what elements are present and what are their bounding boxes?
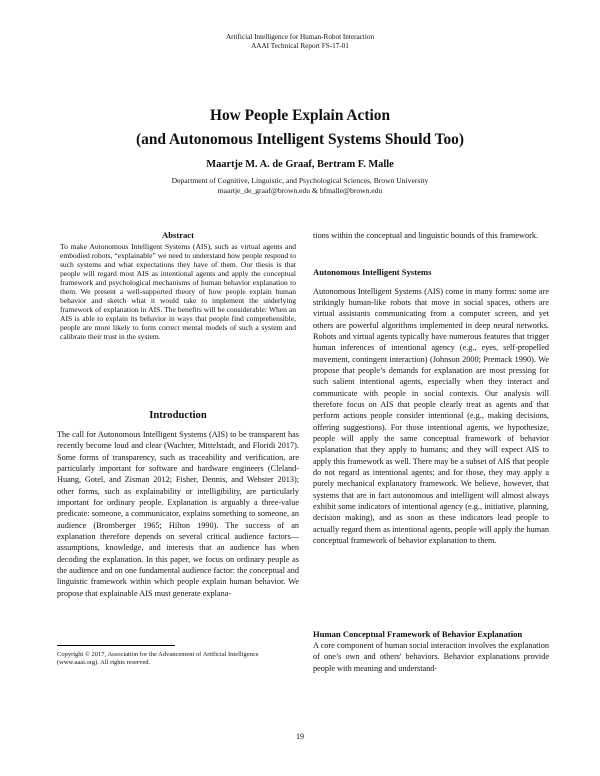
- title-line-main: How People Explain Action: [210, 107, 390, 124]
- framework-text: A core component of human social interaction involves the explanation of one’s own and others' behaviors. Behavior explanations provide people with meaning and understand-: [313, 641, 549, 673]
- framework-heading: Human Conceptual Framework of Behavior Explanation: [313, 628, 523, 639]
- paper-title: [0, 104, 600, 152]
- introduction-heading: Introduction: [149, 410, 207, 421]
- title-line-sub: (and Autonomous Intelligent Systems Should Too): [136, 131, 464, 148]
- left-column: [57, 230, 299, 701]
- author-emails: maartje_de_graaf@brown.edu & bfmalle@brown.edu: [217, 186, 383, 195]
- copyright-notice: Copyright © 2017, Association for the Advancement of Artificial Intelligence (www.aaai.org). All rights reserved.: [57, 651, 259, 667]
- footnote-divider: [57, 645, 175, 646]
- ais-heading: Autonomous Intelligent Systems: [313, 267, 432, 277]
- running-header: [0, 33, 600, 51]
- page-number: 19: [296, 732, 304, 741]
- introduction-text: The call for Autonomous Intelligent Systems (AIS) to be transparent has recently become loud and clear (Wachter, Mittelstadt, and Floridi 2017). Some forms of transparency, such as traceability and verification, are particularly important for software and hardware engineers (Cleland-Huang, Gotel, and Zisman 2012; Fisher, Dennis, and Webster 2013); other forms, such as explainability or intelligibility, are particularly important for ordinary people. Explanation is arguably a three-value predicate: someone, a communicator, explains something to someone, an audience (Bromberger 1965; Hilton 1990). The success of an explanation therefore depends on several critical audience factors—assumptions, knowledge, and interests that an audience has when decoding the explanation. In this paper, we focus on ordinary people as the audience and on one fundamental audience factor: the conceptual and linguistic framework within which people explain human behavior. We propose that explainable AIS must generate explana-: [57, 430, 299, 598]
- ais-text: Autonomous Intelligent Systems (AIS) come in many forms: some are strikingly human-like robots that move in social spaces, others are virtual assistants communicating from a computer screen, and yet others are powerful algorithms implemented in deep neural networks. Robots and virtual agents typically have numerous features that trigger human inferences of intentional agency (e.g., eyes, self-propelled movement, contingent interaction) (Johnson 2000; Premack 1990). We propose that people’s demands for explanation are most pressing for such salient intentional agents, especially when they interact and communicate with people in social contexts. Our analysis will therefore focus on AIS that people clearly treat as agents and that perform actions people consider intentional (e.g., making decisions, offering suggestions). For those intentional agents, we hypothesize, people will apply the same conceptual framework of behavior explanation that they apply to humans; and they will expect AIS to apply this framework as well. There may be a subset of AIS that people do not regard as intentional agents; and for those, they may apply a purely mechanical explanatory framework. We believe, however, that systems that are in fact autonomous and intelligent will almost always exhibit some indicators of intentional agency (e.g., initiative, planning, decision making), and as soon as these indicators lead people to actually regard them as intentional agents, people will apply the human conceptual framework of behavior explanation to them.: [313, 286, 549, 546]
- abstract-text: To make Autonomous Intelligent Systems (AIS), such as virtual agents and embodied robots, “explainable” we need to understand how people respond to such systems and what expectations they have of them. Our thesis is that people will regard most AIS as intentional agents and apply the conceptual framework and psychological mechanisms of human behavior explanation to them. We present a well-supported theory of how people explain human behavior and sketch what it would take to implement the underlying framework of explanation in AIS. The benefits will be considerable: When an AIS is able to explain its behavior in ways that people find comprehensible, people are more likely to form correct mental models of such a system and calibrate their trust in the system.: [60, 242, 296, 342]
- introduction-continuation: tions within the conceptual and linguistic bounds of this framework.: [313, 231, 539, 240]
- affiliation: Department of Cognitive, Linguistic, and Psychological Sciences, Brown University: [171, 176, 429, 185]
- author-list: Maartje M. A. de Graaf, Bertram F. Malle: [206, 159, 394, 170]
- abstract-heading: Abstract: [162, 230, 194, 240]
- header-line-conference: Artificial Intelligence for Human-Robot Interaction: [225, 33, 375, 41]
- affiliation-block: [0, 176, 600, 196]
- header-line-report: AAAI Technical Report FS-17-01: [251, 42, 349, 51]
- right-column: [313, 230, 549, 686]
